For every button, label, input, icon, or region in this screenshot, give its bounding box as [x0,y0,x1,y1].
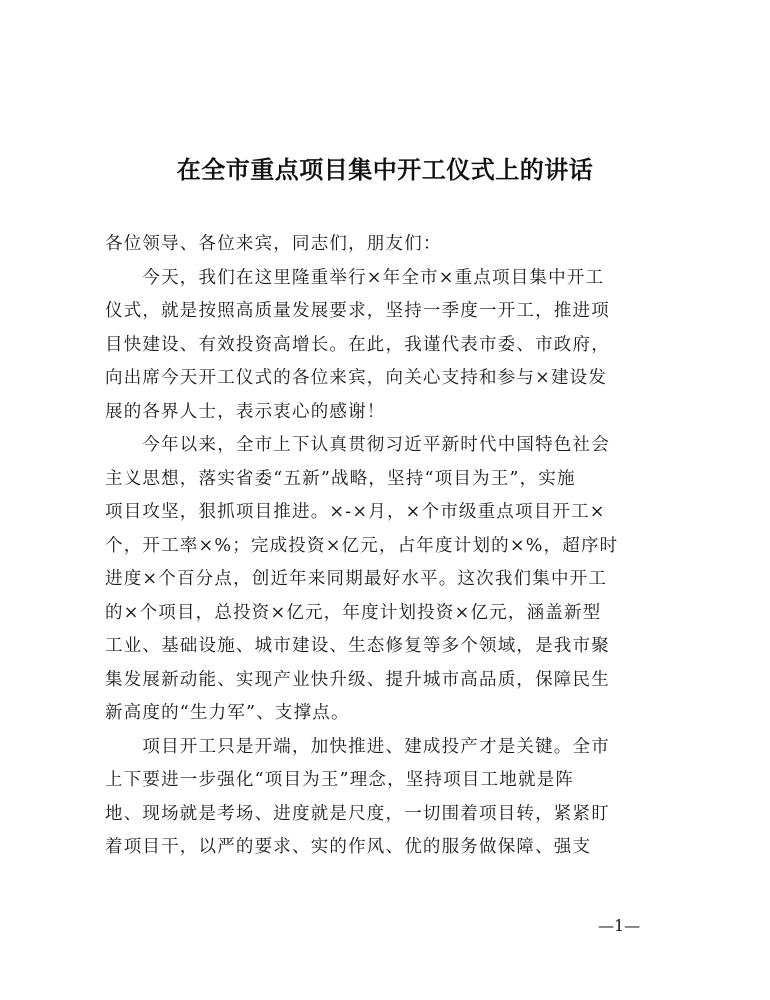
text-line: 上下要进一步强化“项目为王”理念，坚持项目工地就是阵 [105,770,575,790]
document-body [105,228,673,865]
text-line: 今天，我们在这里隆重举行×年全市×重点项目集中开工 [105,267,605,288]
text-line: 项目开工只是开端，加快推进、建成投产才是关键。全市 [105,736,610,757]
text-line: 向出席今天开工仪式的各位来宾，向关心支持和参与×建设发 [105,368,608,388]
text-line: 今年以来，全市上下认真贯彻习近平新时代中国特色社会 [105,435,610,455]
text-line: 的×个项目，总投资×亿元，年度计划投资×亿元，涵盖新型 [105,602,602,623]
page-number: —1— [598,916,641,935]
text-line: 仪式，就是按照高质量发展要求，坚持一季度一开工，推进项 [105,301,610,321]
text-line: 新高度的“生力军”、支撑点。 [105,703,350,723]
text-line: 项目攻坚，狠抓项目推进。×-×月，×个市级重点项目开工× [105,502,606,522]
text-line: 主义思想，落实省委“五新”战略，坚持“项目为王”，实施 [105,468,576,489]
text-line: 工业、基础设施、城市建设、生态修复等多个领域，是我市聚 [105,636,610,656]
text-line: 进度×个百分点，创近年来同期最好水平。这次我们集中开工 [105,569,608,589]
page-title: 在全市重点项目集中开工仪式上的讲话 [176,156,594,184]
text-line: 个，开工率×%；完成投资×亿元，占年度计划的×%，超序时 [105,535,619,556]
text-line: 各位领导、各位来宾，同志们，朋友们： [105,234,442,254]
text-line: 目快建设、有效投资高增长。在此，我谨代表市委、市政府， [105,334,610,355]
text-line: 展的各界人士，表示衷心的感谢！ [105,401,386,422]
text-line: 地、现场就是考场、进度就是尺度，一切围着项目转，紧紧盯 [105,803,610,824]
text-line: 集发展新动能、实现产业快升级、提升城市高品质，保障民生 [105,669,610,690]
text-line: 着项目干，以严的要求、实的作风、优的服务做保障、强支 [105,837,592,857]
